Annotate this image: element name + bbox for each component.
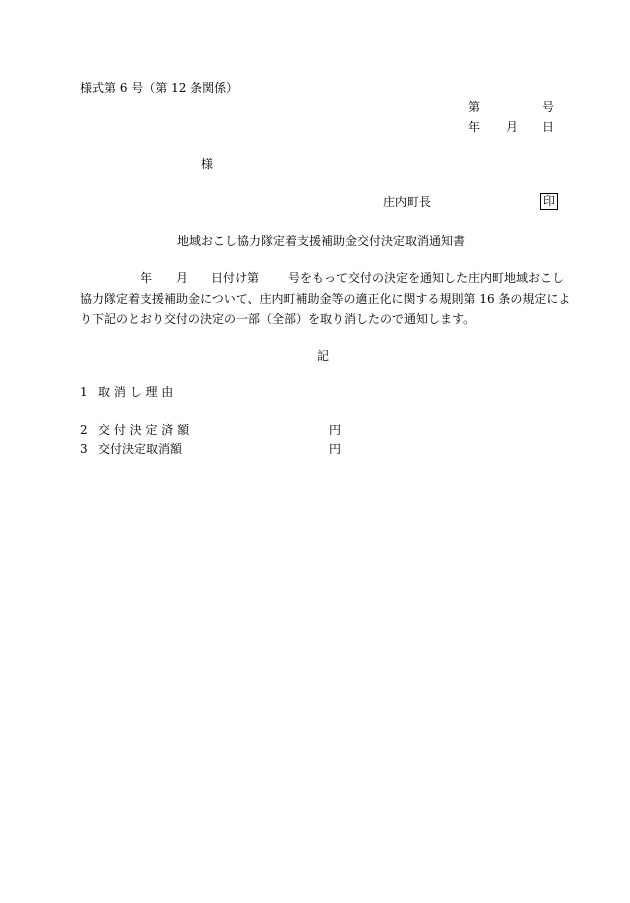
body-year: 年 bbox=[140, 271, 153, 285]
item-2-label: 交 付 決 定 済 額 bbox=[98, 423, 190, 437]
item-1-label: 取 消 し 理 由 bbox=[98, 385, 174, 399]
item-3-unit: 円 bbox=[329, 442, 342, 456]
body-line2: 協力隊定着支援補助金について、庄内町補助金等の適正化に関する規則第 16 条の規定によ bbox=[80, 292, 571, 306]
addressee-suffix: 様 bbox=[201, 157, 214, 171]
body-line1-text: 号をもって交付の決定を通知した庄内町地域おこし bbox=[288, 271, 565, 285]
body-line3: り下記のとおり交付の決定の一部（全部）を取り消したので通知します。 bbox=[80, 312, 476, 326]
document-title: 地域おこし協力隊定着支援補助金交付決定取消通知書 bbox=[177, 234, 466, 248]
number-prefix: 第 bbox=[468, 100, 481, 114]
seal-mark bbox=[540, 193, 558, 210]
issuer-name: 庄内町長 bbox=[383, 195, 432, 209]
item-3-label: 交付決定取消額 bbox=[98, 442, 183, 456]
item-1-number: 1 bbox=[80, 385, 88, 399]
form-label: 様式第 6 号（第 12 条関係） bbox=[80, 81, 239, 95]
date-day: 日 bbox=[542, 120, 555, 134]
seal-label: 印 bbox=[540, 193, 558, 210]
item-2-unit: 円 bbox=[329, 423, 342, 437]
body-dated: 日付け第 bbox=[211, 271, 260, 285]
record-heading: 記 bbox=[317, 349, 330, 363]
body-month: 月 bbox=[176, 271, 189, 285]
number-suffix: 号 bbox=[542, 100, 555, 114]
item-2-number: 2 bbox=[80, 423, 88, 437]
date-year: 年 bbox=[468, 120, 481, 134]
item-3-number: 3 bbox=[80, 442, 88, 456]
date-month: 月 bbox=[506, 120, 519, 134]
